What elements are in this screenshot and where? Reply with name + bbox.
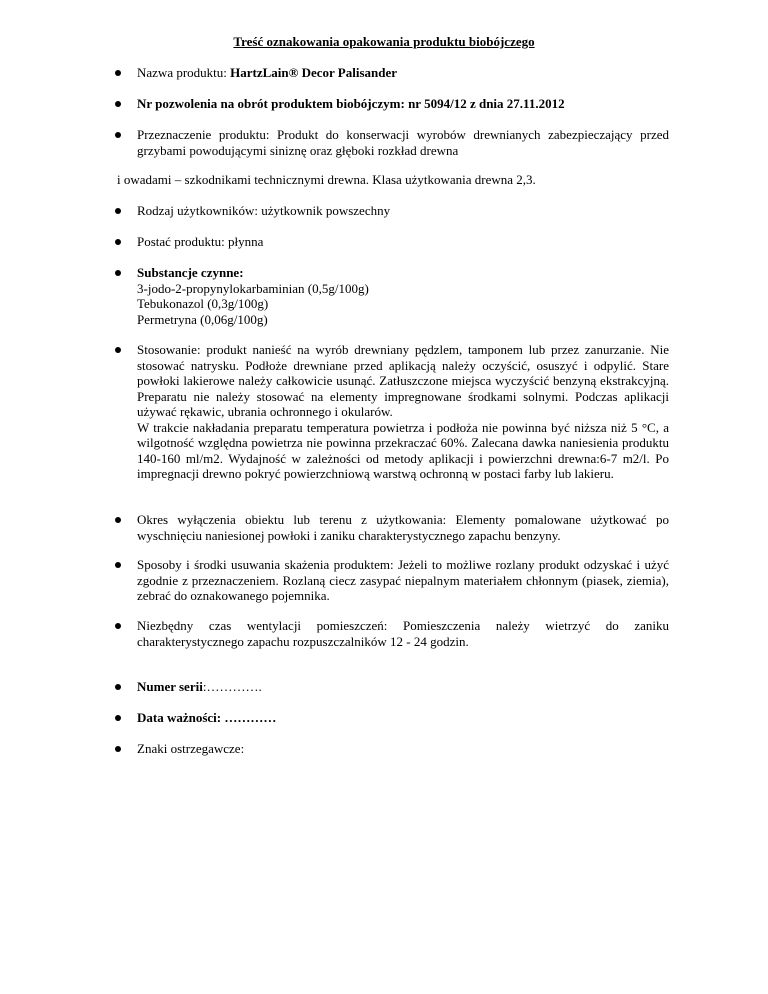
substance-line: 3-jodo-2-propynylokarbaminian (0,5g/100g) — [137, 280, 369, 296]
substances-label: Substancje czynne: — [137, 265, 244, 280]
item-ventilation — [137, 618, 669, 649]
usage-paragraph-2: W trakcie nakładania preparatu temperatura powietrza i podłoża nie powinna być niższa niż 5 °C, a wilgotność względna powietrza nie powinna przekraczać 60%. Zalecana dawka naniesienia produktu 140-160 ml/m2. Wydajność w zależności od metody aplikacji i powierzchni drewna:6-7 m2/l. Po impregnacji drewno pokryć powierzchniową warstwą ochronną w postaci farby lub lakieru. — [137, 419, 669, 481]
item-warnings — [137, 741, 669, 757]
document-title: Treść oznakowania opakowania produktu biobójczego — [233, 34, 535, 49]
item-product-name — [137, 65, 669, 81]
bullet-icon — [115, 517, 121, 523]
ventilation-text: Niezbędny czas wentylacji pomieszczeń: Pomieszczenia należy wietrzyć do zaniku charakterystycznego zapachu rozpuszczalników 12 - 24 godzin. — [137, 618, 669, 649]
form-text: Postać produktu: płynna — [137, 234, 264, 249]
bullet-icon — [115, 70, 121, 76]
item-permit — [137, 96, 669, 112]
item-purpose — [137, 127, 669, 158]
users-text: Rodzaj użytkowników: użytkownik powszechny — [137, 203, 391, 218]
item-exclusion — [137, 512, 669, 543]
expiry-label: Data ważności — [137, 710, 217, 725]
item-substances — [137, 265, 669, 327]
purpose-continuation: i owadami – szkodnikami technicznymi drewna. Klasa użytkowania drewna 2,3. — [117, 172, 536, 187]
bullet-icon — [115, 746, 121, 752]
product-name-value: HartzLain® Decor Palisander — [230, 65, 398, 80]
usage-paragraph-1: Stosowanie: produkt nanieść na wyrób drewniany pędzlem, tamponem lub przez zanurzanie. Nie stosować natrysku. Podłoże drewniane przed aplikacją należy oczyścić, osuszyć i odpylić. Stare powłoki lakierowe należy całkowicie usunąć. Zatłuszczone miejsca wyczyścić benzyną ekstrakcyjną. Preparatu nie należy stosować na elementy impregnowane środkami solnymi. Podczas aplikacji używać rękawic, ubrania ochronnego i okularów. — [137, 342, 669, 419]
substance-line: Tebukonazol (0,3g/100g) — [137, 296, 269, 311]
bullet-icon — [115, 239, 121, 245]
bullet-icon — [115, 132, 121, 138]
serial-value: :…………. — [202, 679, 262, 694]
purpose-text: Przeznaczenie produktu: Produkt do konserwacji wyrobów drewnianych zabezpieczający przed grzybami powodującymi siniznę oraz głęboki rozkład drewna — [137, 127, 669, 158]
item-decontamination — [137, 557, 669, 604]
item-users — [137, 203, 669, 219]
item-serial — [137, 679, 669, 695]
bullet-icon — [115, 715, 121, 721]
warnings-text: Znaki ostrzegawcze: — [137, 741, 245, 756]
bullet-icon — [115, 208, 121, 214]
permit-text: Nr pozwolenia na obrót produktem biobójczym: nr 5094/12 z dnia 27.11.2012 — [137, 96, 565, 111]
product-name-label: Nazwa produktu: — [137, 65, 231, 80]
bullet-icon — [115, 101, 121, 107]
bullet-icon — [115, 562, 121, 568]
bullet-icon — [115, 347, 121, 353]
serial-label: Numer serii — [137, 679, 203, 694]
decontamination-text: Sposoby i środki usuwania skażenia produktem: Jeżeli to możliwe rozlany produkt odzyskać i użyć zgodnie z przeznaczeniem. Rozlaną ciecz zasypać niepalnym materiałem chłonnym (piasek, ziemia), zebrać do oznakowanego pojemnika. — [137, 557, 669, 603]
bullet-icon — [115, 623, 121, 629]
bullet-icon — [115, 270, 121, 276]
expiry-value: : ………… — [216, 710, 277, 725]
exclusion-text: Okres wyłączenia obiektu lub terenu z użytkowania: Elementy pomalowane użytkować po wyschnięciu naniesionej powłoki i zaniku charakterystycznego zapachu benzyny. — [137, 512, 669, 543]
item-expiry — [137, 710, 669, 726]
item-usage — [137, 342, 669, 482]
item-form — [137, 234, 669, 250]
substance-line: Permetryna (0,06g/100g) — [137, 311, 268, 327]
bullet-icon — [115, 684, 121, 690]
